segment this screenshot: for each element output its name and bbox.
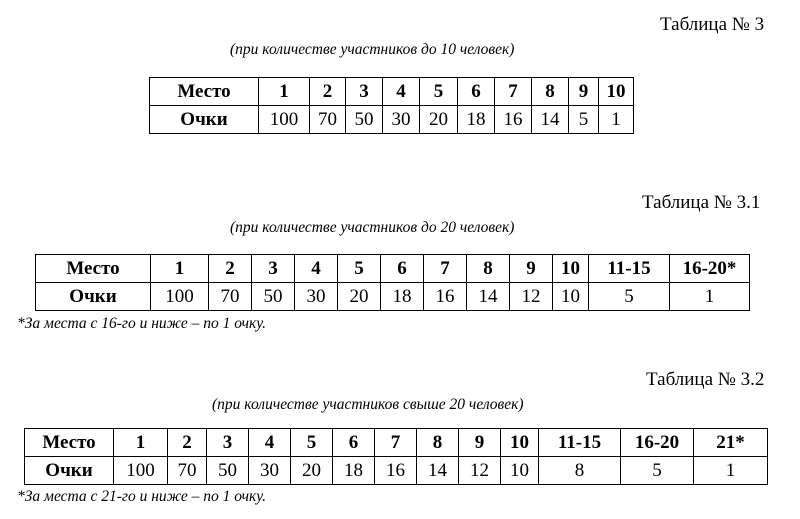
table1-points-cell: 70: [310, 106, 346, 134]
table3-points-cell: 5: [621, 457, 694, 485]
table2-points-label: Очки: [36, 283, 151, 311]
table3-place-cell: 6: [333, 429, 375, 457]
table3-points-cell: 30: [249, 457, 291, 485]
table2-points-cell: 10: [553, 283, 589, 311]
table2-places-row: [36, 255, 750, 283]
table1-place-cell: 5: [420, 78, 458, 106]
table1-subtitle: (при количестве участников до 10 человек): [230, 41, 515, 58]
table3-points-cell: 70: [168, 457, 207, 485]
table1-points-row: [150, 106, 634, 134]
table2-points-cell: 1: [670, 283, 750, 311]
table2-place-cell: 8: [467, 255, 510, 283]
table3-points-cell: 20: [291, 457, 333, 485]
table3-points-table: [24, 428, 768, 485]
table1-points-cell: 50: [346, 106, 383, 134]
table2-points-table: [35, 254, 750, 311]
table1-place-cell: 7: [495, 78, 532, 106]
table3-place-cell: 10: [501, 429, 539, 457]
table1-place-cell: 8: [532, 78, 569, 106]
table1-points-cell: 5: [569, 106, 599, 134]
table2-title: Таблица № 3.1: [642, 192, 761, 213]
table3-points-cell: 1: [694, 457, 768, 485]
table1-place-cell: 6: [458, 78, 495, 106]
table2-place-cell: 11-15: [589, 255, 670, 283]
table2-place-cell: 4: [295, 255, 338, 283]
table2-place-cell: 2: [209, 255, 252, 283]
table3-place-cell: 5: [291, 429, 333, 457]
table1-points-cell: 1: [599, 106, 634, 134]
table1-place-cell: 1: [259, 78, 310, 106]
table3-place-cell: 9: [459, 429, 501, 457]
table1-points-cell: 18: [458, 106, 495, 134]
table2-place-label: Место: [36, 255, 151, 283]
table2-place-cell: 5: [338, 255, 381, 283]
table3-points-cell: 18: [333, 457, 375, 485]
table2-points-cell: 50: [252, 283, 295, 311]
table3-place-cell: 7: [375, 429, 417, 457]
table3-place-cell: 16-20: [621, 429, 694, 457]
table1-points-label: Очки: [150, 106, 259, 134]
table1-place-cell: 9: [569, 78, 599, 106]
table1-place-cell: 3: [346, 78, 383, 106]
table1-points-cell: 14: [532, 106, 569, 134]
table2-points-cell: 5: [589, 283, 670, 311]
table2-place-cell: 1: [151, 255, 209, 283]
table2-place-cell: 9: [510, 255, 553, 283]
table3-place-cell: 8: [417, 429, 459, 457]
table3-place-cell: 1: [114, 429, 168, 457]
table2-points-cell: 20: [338, 283, 381, 311]
table2-points-cell: 70: [209, 283, 252, 311]
table3-points-cell: 10: [501, 457, 539, 485]
table3-place-cell: 3: [207, 429, 249, 457]
table3-place-cell: 21*: [694, 429, 768, 457]
table3-points-cell: 16: [375, 457, 417, 485]
table3-points-cell: 12: [459, 457, 501, 485]
table2-points-cell: 100: [151, 283, 209, 311]
table3-points-cell: 14: [417, 457, 459, 485]
table1-place-cell: 10: [599, 78, 634, 106]
table1-title: Таблица № 3: [660, 14, 765, 35]
table1-points-cell: 100: [259, 106, 310, 134]
table1-points-cell: 20: [420, 106, 458, 134]
table2-points-row: [36, 283, 750, 311]
table1-place-cell: 2: [310, 78, 346, 106]
table3-footnote: *За места с 21-го и ниже – по 1 очку.: [17, 488, 267, 505]
table1-points-cell: 30: [383, 106, 420, 134]
table3-points-row: [25, 457, 768, 485]
table2-points-cell: 12: [510, 283, 553, 311]
table2-place-cell: 16-20*: [670, 255, 750, 283]
table3-subtitle: (при количестве участников свыше 20 человек): [212, 396, 524, 413]
table1-places-row: [150, 78, 634, 106]
table3-title: Таблица № 3.2: [646, 369, 765, 390]
table2-place-cell: 7: [424, 255, 467, 283]
table3-points-cell: 100: [114, 457, 168, 485]
table3-points-label: Очки: [25, 457, 114, 485]
table3-places-row: [25, 429, 768, 457]
table1-place-label: Место: [150, 78, 259, 106]
table2-place-cell: 6: [381, 255, 424, 283]
table2-subtitle: (при количестве участников до 20 человек): [230, 219, 515, 236]
table3-place-cell: 11-15: [539, 429, 621, 457]
table2-points-cell: 30: [295, 283, 338, 311]
table2-place-cell: 10: [553, 255, 589, 283]
table3-place-label: Место: [25, 429, 114, 457]
table2-footnote: *За места с 16-го и ниже – по 1 очку.: [17, 315, 267, 332]
table3-points-cell: 8: [539, 457, 621, 485]
table2-points-cell: 18: [381, 283, 424, 311]
table2-place-cell: 3: [252, 255, 295, 283]
table3-place-cell: 4: [249, 429, 291, 457]
table1-place-cell: 4: [383, 78, 420, 106]
table3-place-cell: 2: [168, 429, 207, 457]
table2-points-cell: 14: [467, 283, 510, 311]
table2-points-cell: 16: [424, 283, 467, 311]
table1-points-cell: 16: [495, 106, 532, 134]
table1-points-table: [149, 77, 634, 134]
table3-points-cell: 50: [207, 457, 249, 485]
